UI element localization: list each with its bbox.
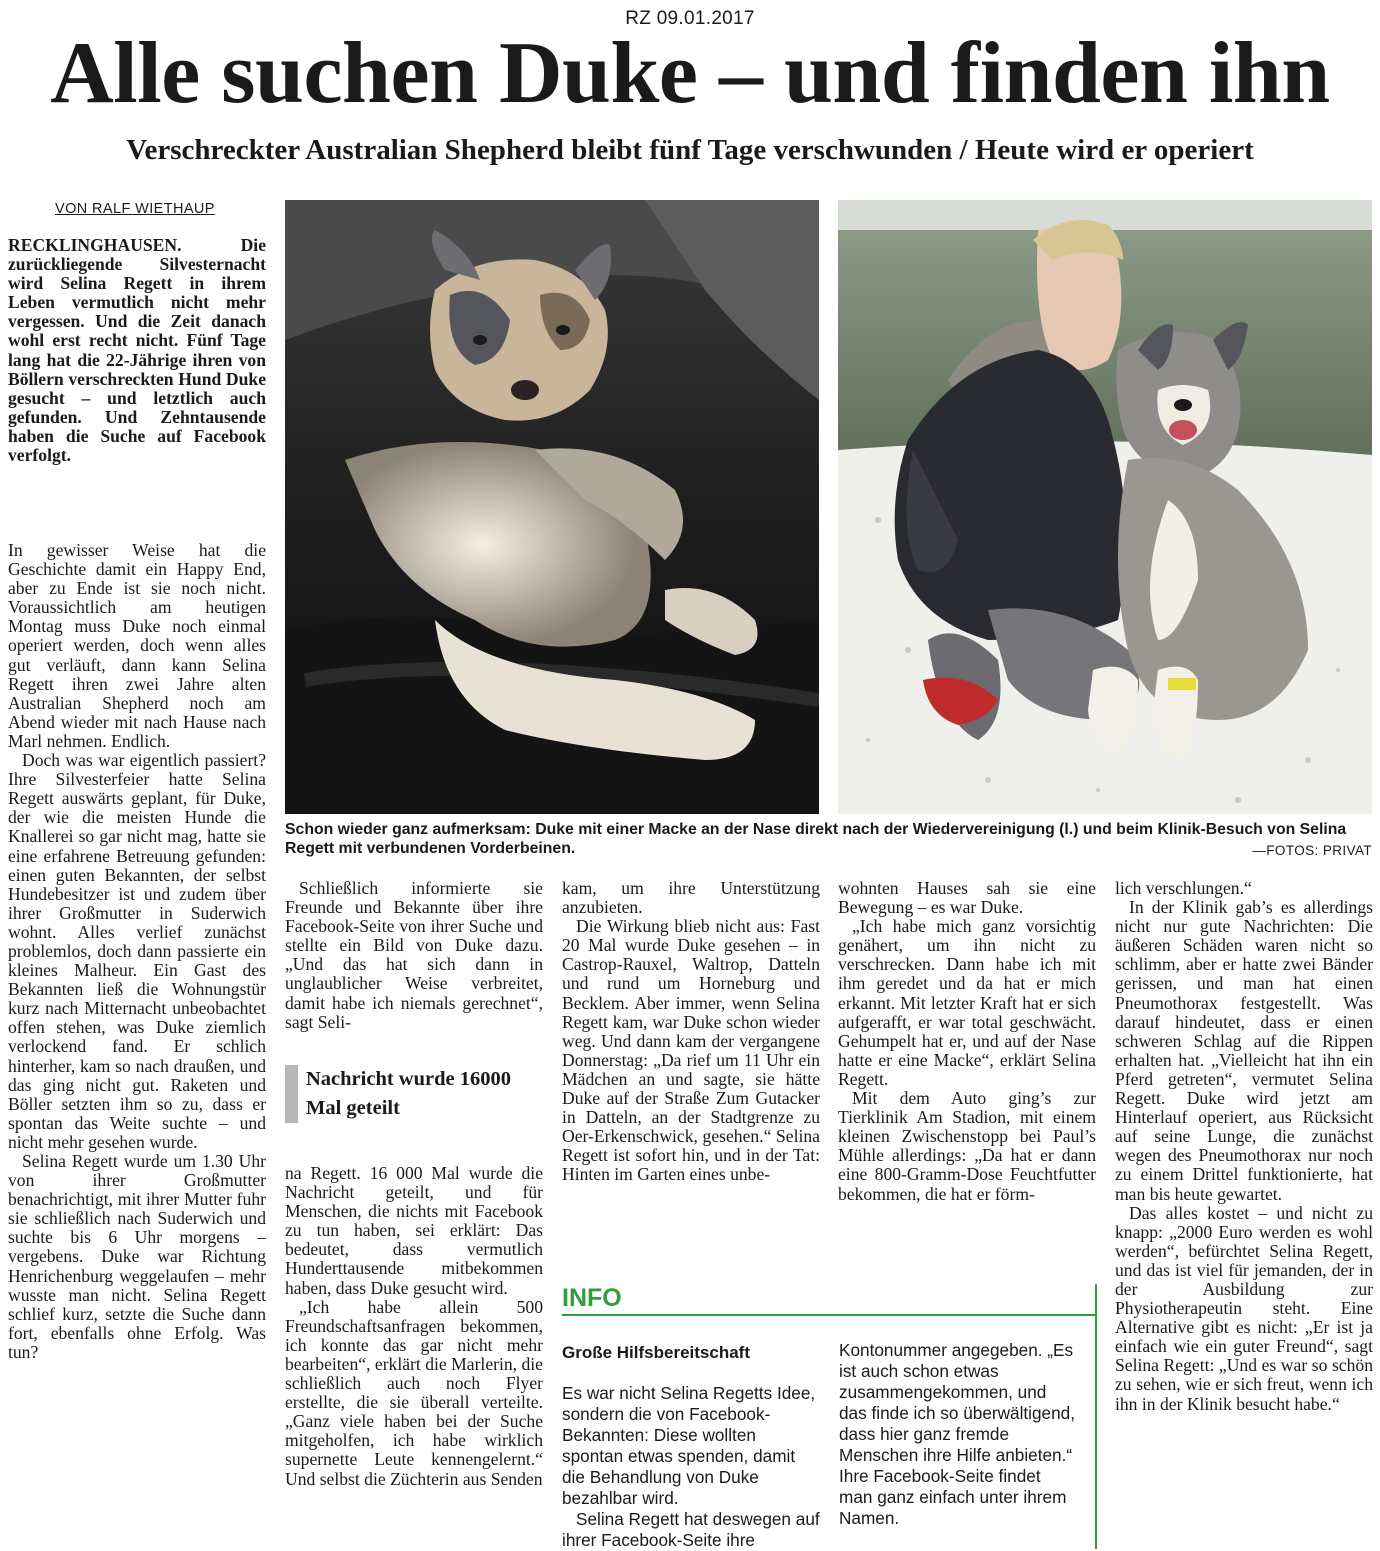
info-label: INFO xyxy=(562,1284,622,1312)
article-paragraph: Selina Regett wurde um 1.30 Uhr von ihrer Großmutter benachrichtigt, mit ihrer Mutter fuhr sie schließlich nach Suderwich und suchte bis 6 Uhr morgens – vergebens. Duke war Richtung Henrichenburg weggelaufen – mehr wusste man nicht. Selina Regett schlief kurz, setzte die Suche dann fort, ebenfalls ohne Erfolg. Was tun? xyxy=(8,1151,266,1362)
info-title: Große Hilfsbereitschaft xyxy=(562,1343,750,1362)
article-paragraph: na Regett. 16 000 Mal wurde die Nachricht geteilt, und für Menschen, die nichts mit Facebook zu tun haben, sei erklärt: Das bedeutet, dass vermutlich Hunderttausende mitbekommen haben, dass Duke gesucht wird. xyxy=(285,1163,543,1298)
photo-dog-in-car xyxy=(285,200,819,814)
article-paragraph: Doch was war eigentlich passiert? Ihre Silvesterfeier hatte Selina Regett auswärts geplant, für Duke, der wie die meisten Hunde die Knallerei so gar nicht mag, hatte sie eine erfahrene Betreuung gefunden: einen guten Bekannten, der selbst Hundebesitzer ist und zudem über ihrer Großmutter in Suderwich wohnt. Alles verlief zunächst problemlos, doch dann passierte ein kleines Malheur. Ein Gast des Bekannten ließ die Wohnungstür kurz nach Mitternacht unbeobachtet offen stehen, was Duke ziemlich verlockend fand. Er schlich hinterher, kam so nach draußen, und das ging nicht gut. Raketen und Böller setzten ihm so zu, dass er spontan das Weite suchte – und nicht mehr gesehen wurde. xyxy=(8,750,266,1152)
article-column-2-continued xyxy=(285,1164,543,1489)
info-divider xyxy=(562,1314,1097,1316)
pull-quote: Nachricht wurde 16000 Mal geteilt xyxy=(285,1065,543,1123)
article-paragraph: Die Wirkung blieb nicht aus: Fast 20 Mal wurde Duke gesehen – in Castrop-Rauxel, Waltrop, Datteln und rund um Horneburg und Becklem. Aber immer, wenn Selina Regett kam, war Duke schon wieder weg. Und dann kam der vergangene Donnerstag: „Da rief um 11 Uhr ein Mädchen an und sagte, sie hätte Duke auf der Straße Zum Gutacker in Datteln, an der Stadtgrenze zu Oer-Erkenschwick, gesehen.“ Selina Regett ist sofort hin, und in der Tat: Hinten im Garten eines unbe- xyxy=(562,916,820,1185)
article-paragraph: In gewisser Weise hat die Geschichte damit ein Happy End, aber zu Ende ist sie noch nicht. Voraussichtlich am heutigen Montag muss Duke noch einmal operiert werden, doch wenn alles gut verläuft, dann kann Selina Regett ihren zwei Jahre alten Australian Shepherd noch am Abend wieder mit nach Hause nach Marl nehmen. Endlich. xyxy=(8,540,266,751)
photo-caption: Schon wieder ganz aufmerksam: Duke mit einer Macke an der Nase direkt nach der Wiedervereinigung (l.) und beim Klinik-Besuch von Selina Regett mit verbundenen Vorderbeinen. xyxy=(285,821,1347,857)
article-paragraph: „Ich habe allein 500 Freundschaftsanfragen bekommen, ich konnte das gar nicht mehr bearbeiten“, erklärt die Marlerin, die schließlich auch noch Flyer erstellte, die sie überall verteilte. „Ganz viele haben bei der Suche mitgeholfen, ich habe wirklich supernette Leute kennengelernt.“ Und selbst die Züchterin aus Senden xyxy=(285,1296,543,1489)
byline: VON RALF WIETHAUP xyxy=(55,201,215,217)
info-box xyxy=(562,1284,1097,1549)
article-paragraph: Das alles kostet – und nicht zu knapp: „2000 Euro werden es wohl werden“, befürchtet Selina Regett, und das ist viel für jemanden, der in der Ausbildung zur Physiotherapeutin steht. Eine Alternative gibt es nicht: „Er ist ja einfach wie ein guter Freund“, sagt Selina Regett: „Und es war so schön zu sehen, wie er sich freut, wenn ich ihn in der Klinik besucht habe.“ xyxy=(1115,1202,1373,1414)
photo-credit: —FOTOS: PRIVAT xyxy=(1252,843,1372,858)
article-paragraph: „Ich habe mich ganz vorsichtig genähert, um ihn nicht zu verschrecken. Dann habe ich mit ihm geredet und da hat er mich erkannt. Mit letzter Kraft hat er sich aufgerafft, er war total geschwächt. Gehumpelt hat er, und auf der Nase hatte er eine Macke“, erklärt Selina Regett. xyxy=(838,916,1096,1089)
article-column-5 xyxy=(1115,879,1373,1414)
article-paragraph: kam, um ihre Unterstützung anzubieten. xyxy=(562,878,820,918)
article-column-4 xyxy=(838,879,1096,1204)
article-paragraph: lich verschlungen.“ xyxy=(1115,878,1252,898)
article-paragraph: wohnten Hauses sah sie eine Bewegung – es war Duke. xyxy=(838,878,1096,918)
article-column-3 xyxy=(562,879,820,1185)
article-paragraph: Mit dem Auto ging’s zur Tierklinik Am Stadion, mit einem kleinen Zwischenstopp bei Paul’s Mühle allerdings: „Da hat er dann eine 800-Gramm-Dose Feuchtfutter bekommen, die hat er förm- xyxy=(838,1088,1096,1204)
article-paragraph: In der Klinik gab’s es allerdings nicht nur gute Nachrichten: Die äußeren Schäden waren nicht so schlimm, aber er hatte zwei Bänder gerissen, und man hat einen Pneumothorax festgestellt. Was darauf hindeutet, dass er einen schweren Schlag auf die Rippen erhalten hat. „Vielleicht hat ihn ein Pferd getreten“, vermutet Selina Regett. Duke wird jetzt am Hinterlauf operiert, aus Rücksicht auf seine Lunge, die zunächst wegen des Pneumothorax nur noch zu einem Drittel funktionierte, hat man bis heute gewartet. xyxy=(1115,897,1373,1204)
info-paragraph: Selina Regett hat deswegen auf ihrer Facebook-Seite ihre xyxy=(562,1509,820,1550)
dateline: RZ 09.01.2017 xyxy=(625,8,755,29)
article-paragraph: Schließlich informierte sie Freunde und Bekannte über ihre Facebook-Seite von ihrer Suche und stellte ein Bild von Duke dazu. „Und das hat sich dann in unglaublicher Weise verbreitet, damit habe ich niemals gerechnet“, sagt Seli- xyxy=(285,878,543,1032)
info-column-1 xyxy=(562,1383,820,1551)
info-paragraph: Kontonummer angegeben. „Es ist auch schon etwas zusammengekommen, und das finde ich so überwältigend, dass hier ganz fremde Menschen ihre Hilfe anbieten.“ Ihre Facebook-Seite findet man ganz einfach unter ihrem Namen. xyxy=(839,1340,1076,1528)
info-paragraph: Es war nicht Selina Regetts Idee, sondern die von Facebook-Bekannten: Diese wollten spontan etwas spenden, damit die Behandlung von Duke bezahlbar wird. xyxy=(562,1383,816,1508)
photo-selina-with-duke xyxy=(838,200,1372,814)
article-column-2 xyxy=(285,879,543,1032)
lead-paragraph: RECKLINGHAUSEN. Die zurückliegende Silvesternacht wird Selina Regett in ihrem Leben vermutlich nicht mehr vergessen. Und die Zeit danach wohl erst recht nicht. Fünf Tage lang hat die 22-Jährige ihren von Böllern verschreckten Hund Duke gesucht – und letztlich auch gefunden. Und Zehntausende haben die Suche auf Facebook verfolgt. xyxy=(8,235,266,466)
headline: Alle suchen Duke – und finden ihn xyxy=(50,25,1330,122)
article-column-1 xyxy=(8,541,266,1362)
subheadline: Verschreckter Australian Shepherd bleibt fünf Tage verschwunden / Heute wird er operiert xyxy=(126,134,1254,166)
info-column-2 xyxy=(839,1340,1077,1529)
